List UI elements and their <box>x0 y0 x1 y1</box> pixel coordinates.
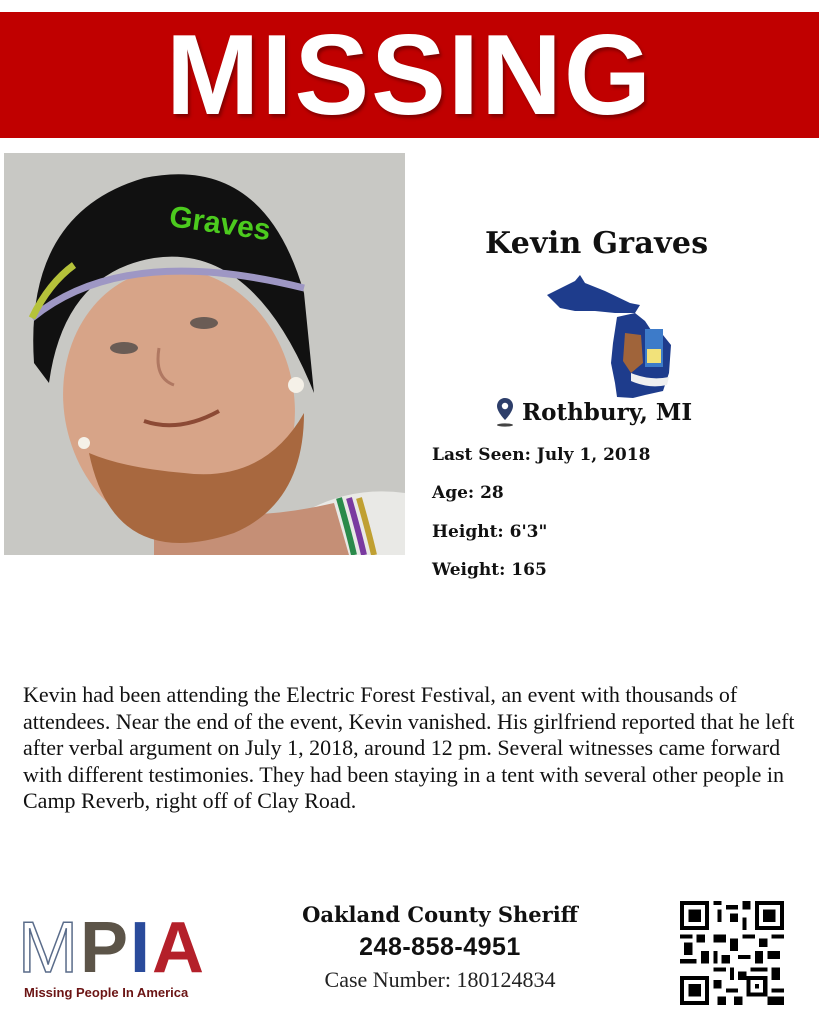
agency-name: Oakland County Sheriff <box>302 902 578 927</box>
logo-letters <box>18 908 205 988</box>
logo-tagline: Missing People In America <box>24 985 189 1000</box>
case-number <box>250 967 630 993</box>
person-photo <box>4 153 405 555</box>
logo-letter: P <box>79 908 129 988</box>
case-description: Kevin had been attending the Electric Forest Festival, an event with thousands of attendees. Near the end of the event, Kevin vanished. His girlfriend reported that he left after verbal argument on July 1, 2018, around 12 pm. Several witnesses came forward with different testimonies. They had been staying in a tent with several other people in Camp Reverb, right off of Clay Road. <box>23 682 795 813</box>
fact-label: Age: <box>432 483 475 503</box>
qr-code-icon[interactable] <box>680 901 784 1005</box>
fact-height <box>432 522 547 542</box>
logo-letter: A <box>152 908 205 988</box>
case-value: 180124834 <box>456 967 556 992</box>
fact-age <box>432 483 504 503</box>
fact-value: July 1, 2018 <box>536 445 651 465</box>
fact-label: Height: <box>432 522 504 542</box>
fact-label: Weight: <box>432 560 506 580</box>
last-location <box>496 397 692 427</box>
fact-last-seen <box>432 445 650 465</box>
map-pin-icon <box>496 397 514 427</box>
fact-value: 165 <box>511 560 547 580</box>
missing-banner <box>0 12 819 138</box>
fact-weight <box>432 560 547 580</box>
fact-value: 6'3" <box>509 522 548 542</box>
mpia-logo <box>14 908 214 1005</box>
logo-letter: I <box>130 908 151 988</box>
fact-value: 28 <box>480 483 504 503</box>
banner-title: MISSING <box>166 10 653 139</box>
phone-number[interactable]: 248-858-4951 <box>359 933 521 961</box>
case-label: Case Number: <box>324 967 451 992</box>
portrait-image <box>4 153 405 555</box>
location-text: Rothbury, MI <box>522 398 693 426</box>
person-name: Kevin Graves <box>485 226 709 261</box>
contact-block <box>250 900 630 993</box>
logo-letter: M <box>18 908 78 988</box>
michigan-map-icon <box>545 273 675 401</box>
svg-text:Graves: Graves <box>167 200 273 248</box>
fact-label: Last Seen: <box>432 445 531 465</box>
